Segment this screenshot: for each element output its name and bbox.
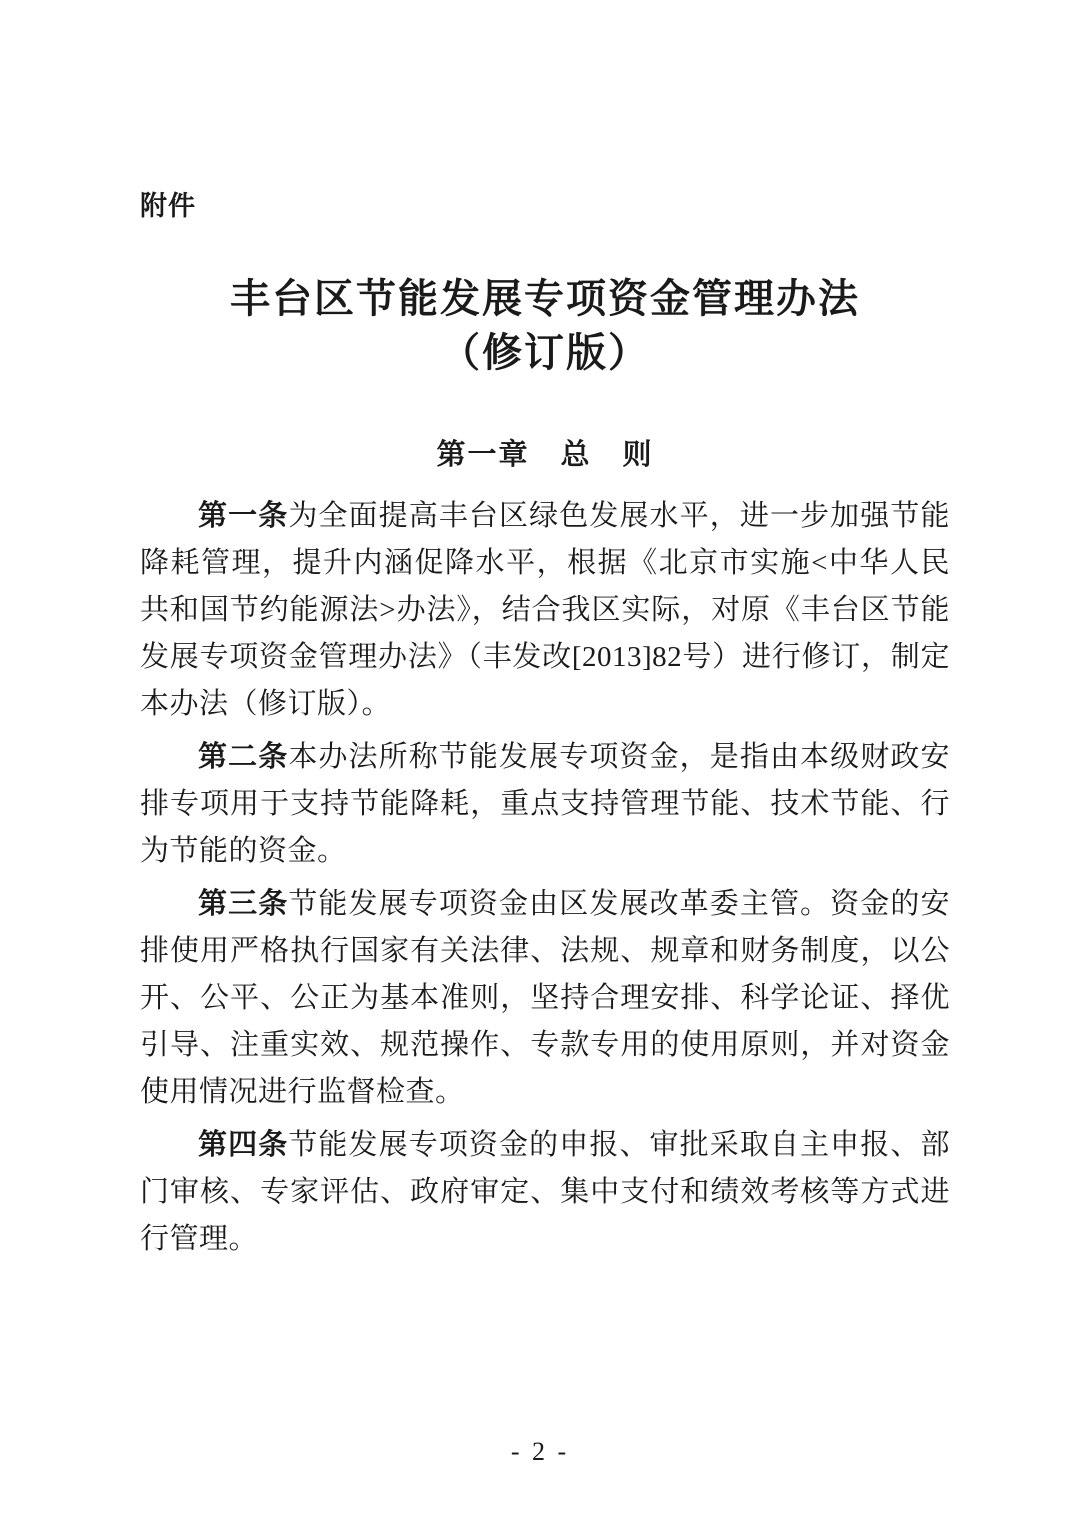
article-paragraph bbox=[140, 881, 950, 1116]
attachment-label: 附件 bbox=[140, 191, 196, 221]
article-text: 节能发展专项资金由区发展改革委主管。资金的安排使用严格执行国家有关法律、法规、规章和财务制度，以公开、公平、公正为基本准则，坚持合理安排、科学论证、择优引导、注重实效、规范操作、专款专用的使用原则，并对资金使用情况进行监督检查。 bbox=[140, 888, 950, 1109]
article-text: 本办法所称节能发展专项资金，是指由本级财政安排专项用于支持节能降耗，重点支持管理节能、技术节能、行为节能的资金。 bbox=[140, 741, 950, 868]
article-paragraph bbox=[140, 734, 950, 875]
page-title: 丰台区节能发展专项资金管理办法 bbox=[230, 276, 860, 322]
article-text: 节能发展专项资金的申报、审批采取自主申报、部门审核、专家评估、政府审定、集中支付和绩效考核等方式进行管理。 bbox=[140, 1128, 950, 1255]
article-number: 第三条 bbox=[198, 888, 289, 921]
article-number: 第二条 bbox=[198, 741, 289, 774]
chapter-heading: 第一章 总 则 bbox=[436, 439, 654, 472]
article-text: 为全面提高丰台区绿色发展水平，进一步加强节能降耗管理，提升内涵促降水平，根据《北京市实施<中华人民共和国节约能源法>办法》，结合我区实际，对原《丰台区节能发展专项资金管理办法》（丰发改[2013]82号）进行修订，制定本办法（修订版）。 bbox=[140, 500, 950, 721]
page-subtitle: （修订版） bbox=[440, 330, 650, 376]
article-number: 第四条 bbox=[198, 1128, 289, 1161]
page-number: - 2 - bbox=[510, 1437, 570, 1466]
article-paragraph bbox=[140, 493, 950, 728]
article-paragraph bbox=[140, 1122, 950, 1263]
article-number: 第一条 bbox=[198, 500, 289, 533]
